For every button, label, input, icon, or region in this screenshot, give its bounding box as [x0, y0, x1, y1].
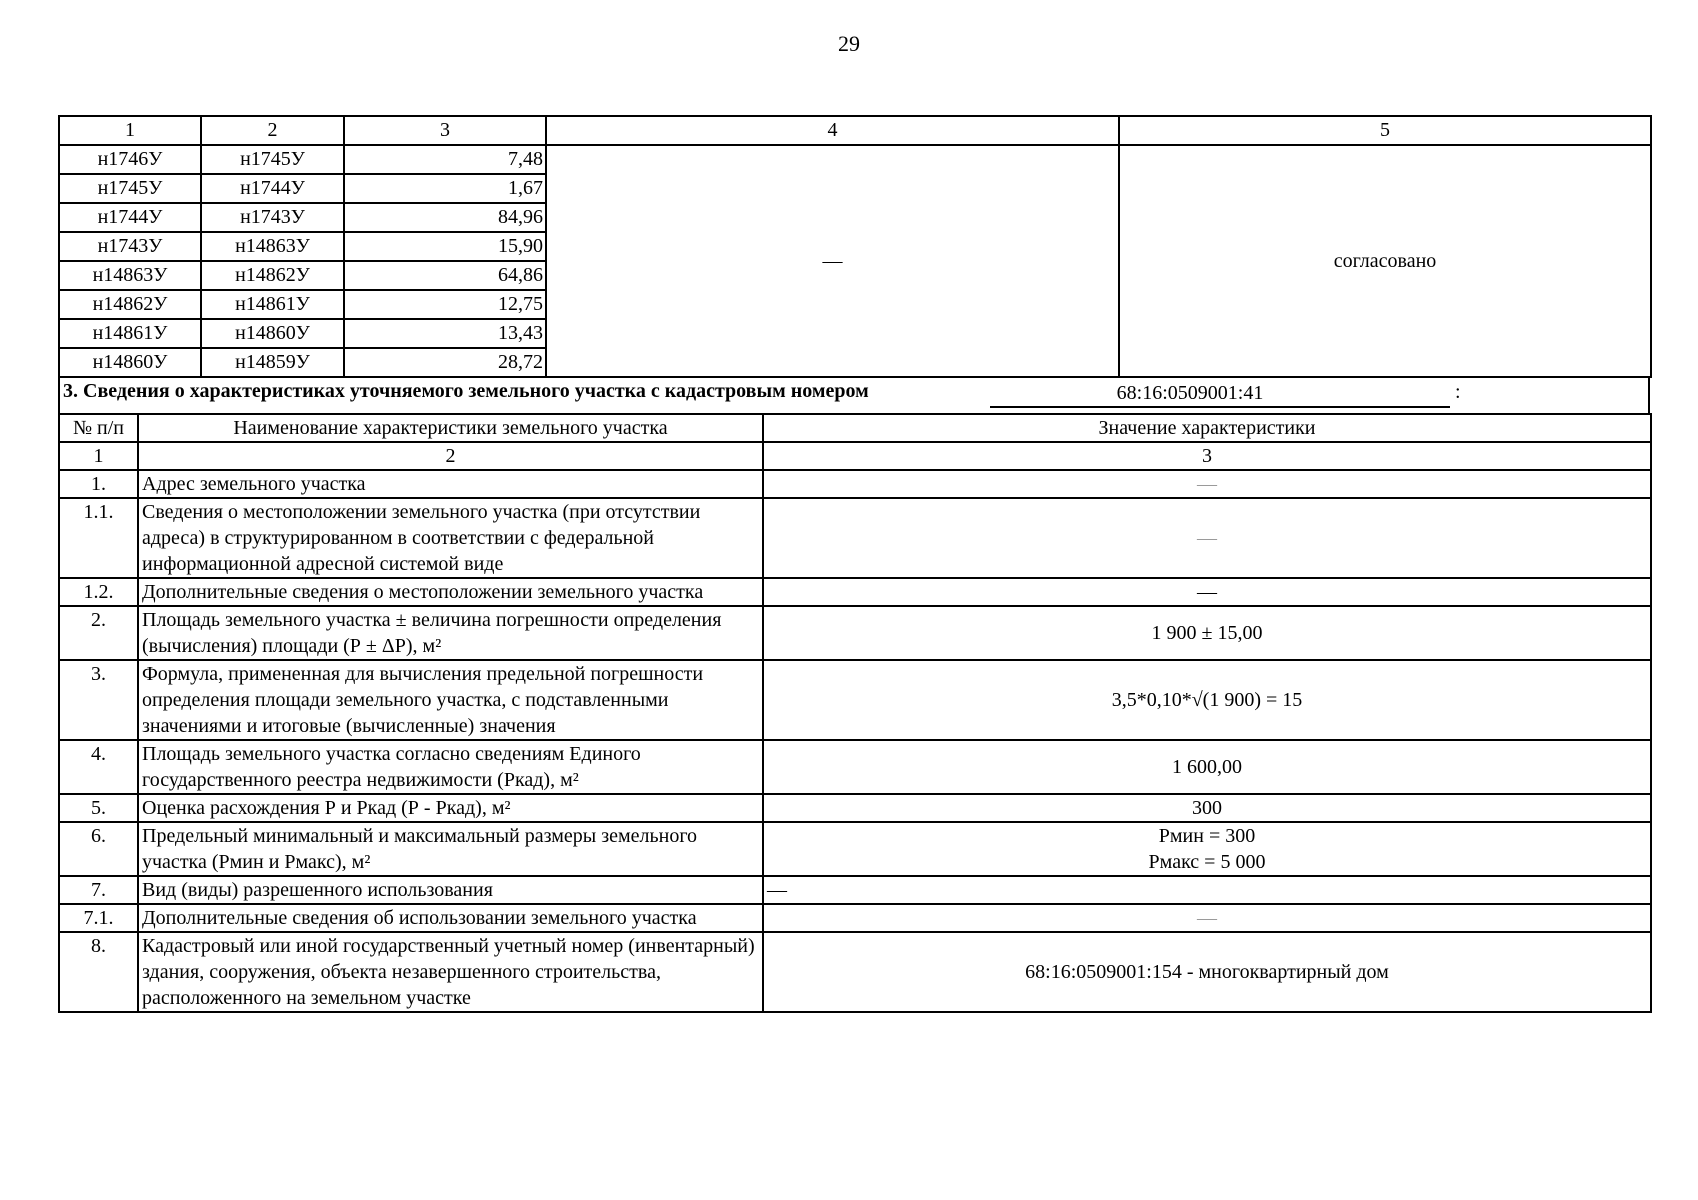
row-num: 3.	[59, 660, 138, 740]
segment-to: н14862У	[201, 261, 344, 290]
row-num: 1.	[59, 470, 138, 498]
row-name: Дополнительные сведения о местоположении земельного участка	[138, 578, 763, 606]
segment-length: 28,72	[344, 348, 546, 377]
segments-table	[58, 115, 1652, 378]
cadastral-underline	[990, 406, 1450, 408]
row-value: 1 900 ± 15,00	[763, 606, 1651, 660]
segment-from: н1745У	[59, 174, 201, 203]
segment-to: н1743У	[201, 203, 344, 232]
table-row	[59, 145, 1651, 174]
index-num: 1	[59, 442, 138, 470]
segment-to: н14860У	[201, 319, 344, 348]
row-value: 1 600,00	[763, 740, 1651, 794]
row-value-pair	[763, 822, 1651, 876]
segment-length: 15,90	[344, 232, 546, 261]
row-num: 4.	[59, 740, 138, 794]
segment-to: н14859У	[201, 348, 344, 377]
segments-header-cell: 2	[201, 116, 344, 145]
row-value: 300	[763, 794, 1651, 822]
segment-from: н1743У	[59, 232, 201, 261]
row-num: 1.1.	[59, 498, 138, 578]
row-num: 1.2.	[59, 578, 138, 606]
row-value-min: Рмин = 300	[1158, 825, 1256, 847]
row-value: 3,5*0,10*√(1 900) = 15	[763, 660, 1651, 740]
segment-length: 13,43	[344, 319, 546, 348]
section-3-colon: :	[1455, 381, 1461, 403]
segment-from: н1746У	[59, 145, 201, 174]
segment-from: н1744У	[59, 203, 201, 232]
row-num: 8.	[59, 932, 138, 1012]
table-row	[59, 498, 1651, 578]
index-value: 3	[763, 442, 1651, 470]
table-row	[59, 660, 1651, 740]
segment-from: н14862У	[59, 290, 201, 319]
segments-header-row	[59, 116, 1651, 145]
segment-from: н14860У	[59, 348, 201, 377]
row-num: 7.1.	[59, 904, 138, 932]
row-num: 7.	[59, 876, 138, 904]
segment-to: н14861У	[201, 290, 344, 319]
segment-to: н14863У	[201, 232, 344, 261]
row-name: Площадь земельного участка ± величина погрешности определения (вычисления) площади (Р ± ΔР), м²	[138, 606, 763, 660]
segment-length: 7,48	[344, 145, 546, 174]
characteristics-table	[58, 413, 1652, 1013]
row-name: Формула, примененная для вычисления предельной погрешности определения площади земельного участка, с подставленными значениями и итоговые (вычисленные) значения	[138, 660, 763, 740]
table-row	[59, 470, 1651, 498]
header-name: Наименование характеристики земельного участка	[138, 414, 763, 442]
table-row	[59, 794, 1651, 822]
segment-length: 1,67	[344, 174, 546, 203]
row-value: 68:16:0509001:154 - многоквартирный дом	[763, 932, 1651, 1012]
section-3-header	[58, 378, 1650, 413]
row-value: —	[763, 904, 1651, 932]
row-value: —	[763, 470, 1651, 498]
row-name: Площадь земельного участка согласно сведениям Единого государственного реестра недвижимости (Ркад), м²	[138, 740, 763, 794]
row-value: —	[763, 876, 1651, 904]
characteristics-index-row	[59, 442, 1651, 470]
row-name: Вид (виды) разрешенного использования	[138, 876, 763, 904]
segment-from: н14861У	[59, 319, 201, 348]
segment-to: н1745У	[201, 145, 344, 174]
index-name: 2	[138, 442, 763, 470]
segments-col4-merged: —	[546, 145, 1119, 377]
header-num: № п/п	[59, 414, 138, 442]
row-name: Оценка расхождения Р и Ркад (Р - Ркад), м²	[138, 794, 763, 822]
segment-length: 84,96	[344, 203, 546, 232]
row-name: Дополнительные сведения об использовании земельного участка	[138, 904, 763, 932]
row-value-max: Рмакс = 5 000	[1148, 851, 1266, 873]
row-num: 2.	[59, 606, 138, 660]
page-number: 29	[838, 31, 860, 56]
row-value: —	[763, 498, 1651, 578]
segments-header-cell: 5	[1119, 116, 1651, 145]
segment-length: 12,75	[344, 290, 546, 319]
table-row	[59, 932, 1651, 1012]
row-num: 6.	[59, 822, 138, 876]
segments-header-cell: 4	[546, 116, 1119, 145]
segments-header-cell: 1	[59, 116, 201, 145]
segments-header-cell: 3	[344, 116, 546, 145]
segment-length: 64,86	[344, 261, 546, 290]
row-name: Сведения о местоположении земельного участка (при отсутствии адреса) в структурированном в соответствии с федеральной информационной адресной системой виде	[138, 498, 763, 578]
table-row	[59, 822, 1651, 876]
segments-col5-merged: согласовано	[1119, 145, 1651, 377]
table-row	[59, 904, 1651, 932]
row-value: —	[763, 578, 1651, 606]
table-row	[59, 876, 1651, 904]
row-num: 5.	[59, 794, 138, 822]
characteristics-header-row	[59, 414, 1651, 442]
row-name: Адрес земельного участка	[138, 470, 763, 498]
table-row	[59, 740, 1651, 794]
table-row	[59, 606, 1651, 660]
segment-from: н14863У	[59, 261, 201, 290]
cadastral-number: 68:16:0509001:41	[1116, 382, 1264, 404]
row-name: Кадастровый или иной государственный учетный номер (инвентарный) здания, сооружения, объекта незавершенного строительства, расположенного на земельном участке	[138, 932, 763, 1012]
row-name: Предельный минимальный и максимальный размеры земельного участка (Рмин и Рмакс), м²	[138, 822, 763, 876]
segment-to: н1744У	[201, 174, 344, 203]
table-row	[59, 578, 1651, 606]
header-value: Значение характеристики	[763, 414, 1651, 442]
section-3-title: 3. Сведения о характеристиках уточняемого земельного участка с кадастровым номером	[63, 380, 869, 402]
